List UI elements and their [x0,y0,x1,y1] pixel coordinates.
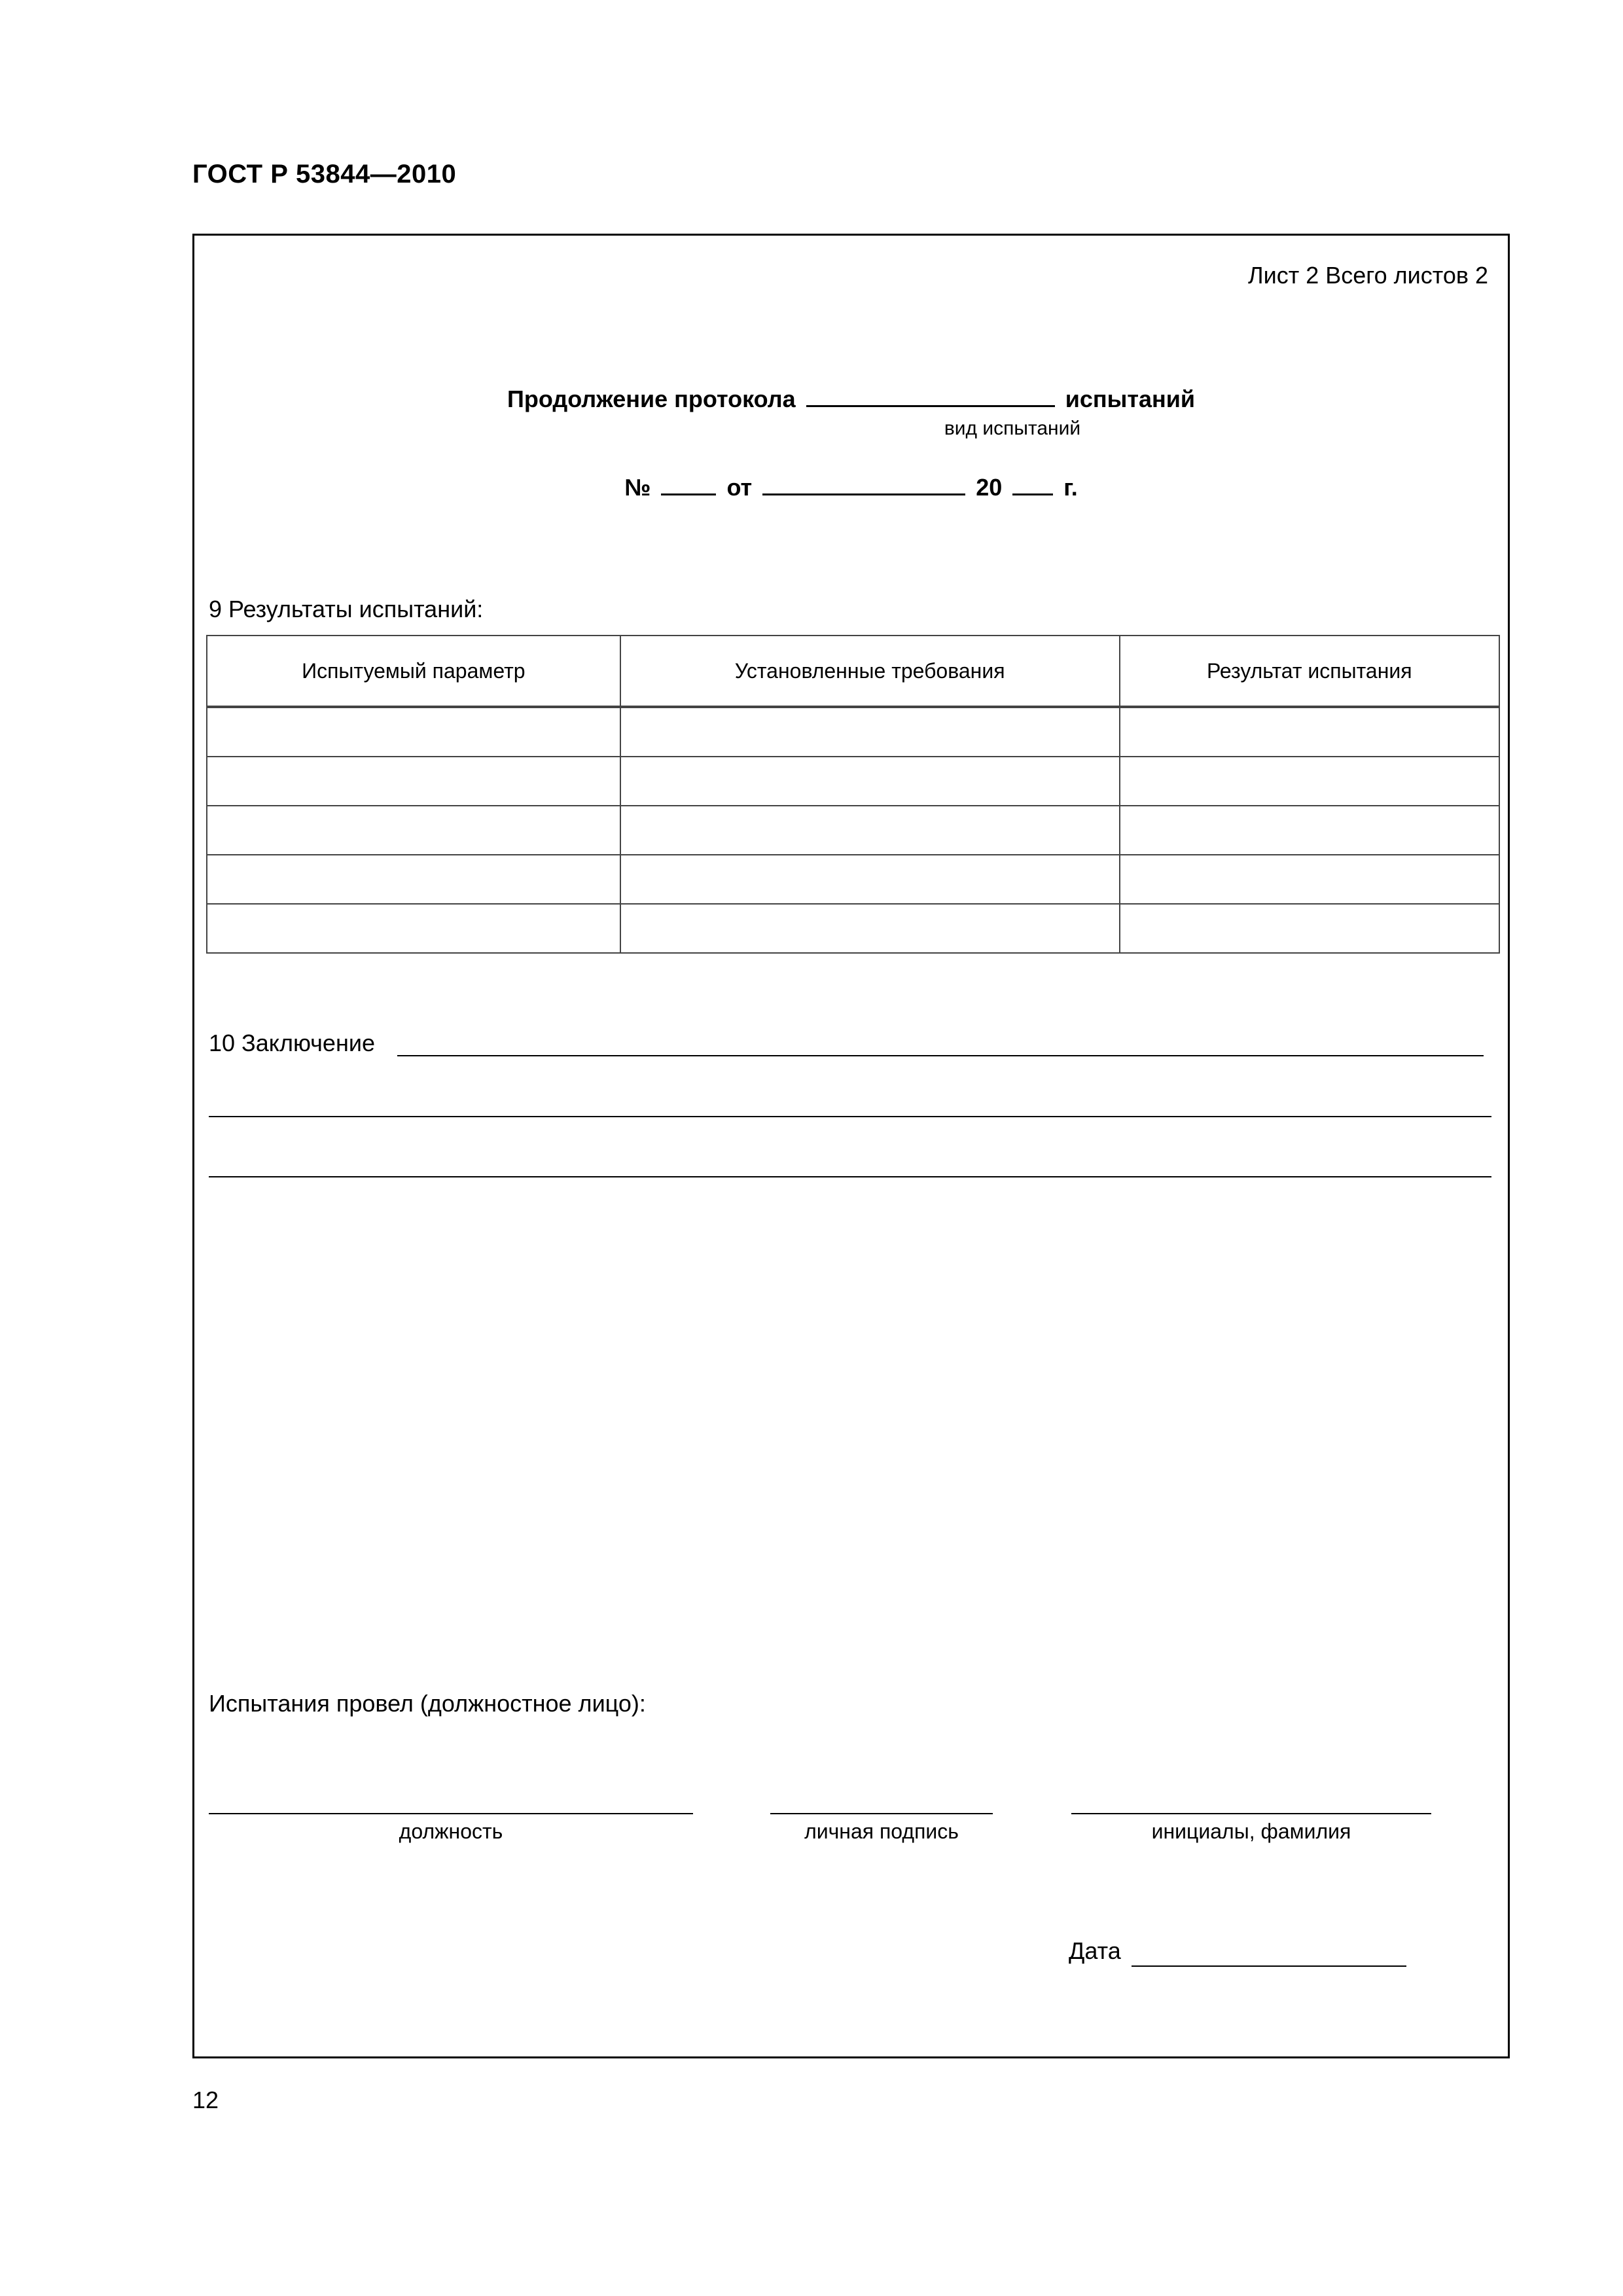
table-row [207,855,1499,904]
year-blank[interactable] [1012,471,1053,495]
signature-caption: личная подпись [804,1820,959,1843]
table-cell[interactable] [207,757,620,806]
table-row [207,757,1499,806]
table-cell[interactable] [207,904,620,953]
title-prefix: Продолжение протокола [507,386,796,412]
date-line[interactable] [1132,1965,1406,1967]
table-cell[interactable] [620,855,1120,904]
conclusion-line[interactable] [397,1055,1484,1056]
protocol-form-frame [192,234,1510,2058]
table-cell[interactable] [1120,855,1499,904]
conclusion-line[interactable] [209,1116,1491,1117]
title-suffix: испытаний [1065,386,1195,412]
table-cell[interactable] [1120,757,1499,806]
section-9-label: 9 Результаты испытаний: [209,596,484,622]
table-row [207,904,1499,953]
year-prefix: 20 [976,474,1003,501]
table-cell[interactable] [207,855,620,904]
page-number: 12 [192,2087,219,2113]
column-header-parameter: Испытуемый параметр [207,636,620,707]
protocol-number-line [194,471,1508,501]
position-line[interactable] [209,1813,693,1814]
table-cell[interactable] [207,707,620,757]
table-cell[interactable] [1120,707,1499,757]
test-type-blank[interactable] [806,383,1055,407]
column-header-requirements: Установленные требования [620,636,1120,707]
protocol-date-blank[interactable] [762,471,965,495]
document-standard-header: ГОСТ Р 53844—2010 [192,160,457,188]
sheet-info: Лист 2 Всего листов 2 [1247,262,1488,289]
table-cell[interactable] [207,806,620,855]
name-line[interactable] [1071,1813,1431,1814]
results-header-row [207,636,1499,707]
name-caption: инициалы, фамилия [1151,1820,1351,1843]
table-cell[interactable] [620,757,1120,806]
conducted-by-label: Испытания провел (должностное лицо): [209,1690,646,1717]
table-row [207,806,1499,855]
table-cell[interactable] [1120,806,1499,855]
table-cell[interactable] [1120,904,1499,953]
position-caption: должность [399,1820,503,1843]
year-suffix: г. [1063,474,1078,501]
conclusion-line[interactable] [209,1176,1491,1177]
table-cell[interactable] [620,904,1120,953]
column-header-result: Результат испытания [1120,636,1499,707]
date-label: Дата [1069,1937,1121,1964]
number-sign: № [624,474,651,501]
protocol-title [194,383,1508,413]
table-row [207,707,1499,757]
results-table [206,635,1500,954]
test-type-caption: вид испытаний [944,418,1081,439]
section-10-label: 10 Заключение [209,1030,375,1056]
from-word: от [726,474,753,501]
protocol-number-blank[interactable] [661,471,716,495]
table-cell[interactable] [620,806,1120,855]
signature-line[interactable] [770,1813,993,1814]
table-cell[interactable] [620,707,1120,757]
